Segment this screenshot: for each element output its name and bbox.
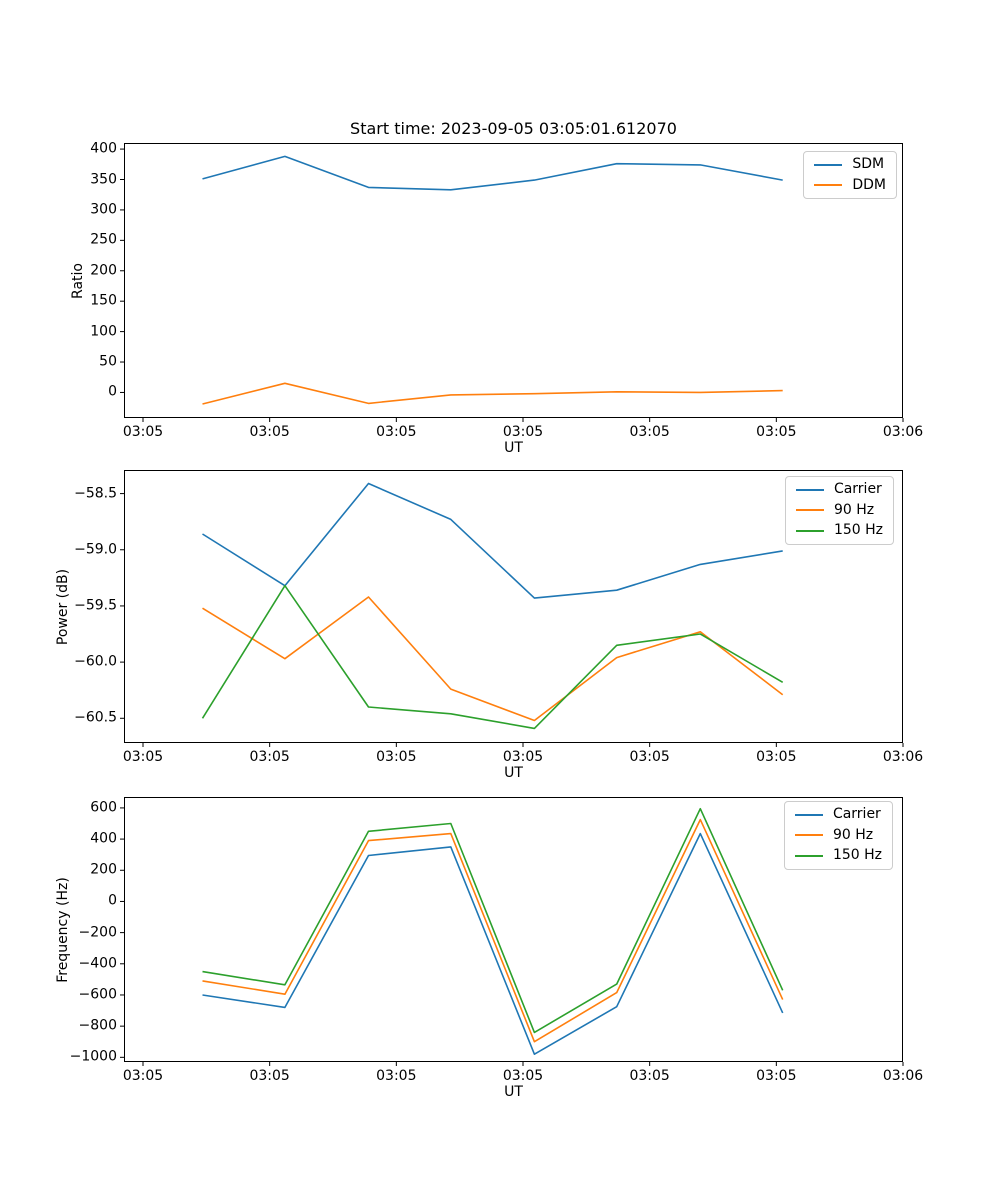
y-tick-label: 300 bbox=[90, 201, 117, 218]
legend-line-swatch bbox=[796, 489, 824, 491]
x-tick-label: 03:05 bbox=[376, 749, 417, 765]
y-tick-label: 200 bbox=[90, 861, 117, 878]
frequency-y-axis-label: Frequency (Hz) bbox=[55, 876, 71, 983]
legend-line-swatch bbox=[795, 855, 823, 857]
x-tick-label: 03:05 bbox=[629, 749, 670, 765]
ratio-legend bbox=[803, 151, 897, 199]
x-tick-label: 03:05 bbox=[629, 1068, 670, 1084]
legend-item bbox=[796, 502, 883, 520]
axes-frame bbox=[125, 144, 903, 418]
ratio-plot-area bbox=[124, 143, 903, 418]
y-tick-label: −58.5 bbox=[74, 484, 117, 501]
legend-line-swatch bbox=[796, 530, 824, 532]
legend-line-swatch bbox=[814, 164, 842, 166]
subplot-ratio bbox=[70, 140, 924, 456]
x-tick-label: 03:05 bbox=[756, 749, 797, 765]
x-tick-label: 03:05 bbox=[376, 424, 417, 440]
x-tick-label: 03:05 bbox=[249, 1068, 290, 1084]
y-tick-label: 50 bbox=[99, 353, 117, 370]
power-legend bbox=[785, 476, 894, 545]
legend-label: DDM bbox=[852, 176, 886, 193]
x-tick-label: 03:06 bbox=[882, 749, 924, 765]
frequency-series-line-carrier bbox=[203, 834, 783, 1055]
ratio-series-line-sdm bbox=[203, 156, 783, 189]
power-y-axis-label: Power (dB) bbox=[55, 568, 71, 645]
x-tick-label: 03:05 bbox=[249, 424, 290, 440]
y-tick-label: −400 bbox=[78, 955, 117, 972]
y-tick-label: −59.0 bbox=[74, 541, 117, 558]
legend-item bbox=[814, 177, 886, 195]
y-tick-label: 150 bbox=[90, 292, 117, 309]
x-tick-label: 03:05 bbox=[502, 749, 544, 765]
legend-item bbox=[795, 847, 882, 865]
x-tick-label: 03:05 bbox=[122, 749, 164, 765]
x-tick-label: 03:05 bbox=[502, 1068, 544, 1084]
subplot-power bbox=[55, 470, 924, 781]
x-tick-label: 03:05 bbox=[122, 1068, 164, 1084]
legend-item bbox=[795, 806, 882, 824]
legend-label: Carrier bbox=[833, 481, 882, 497]
frequency-series-line-90-hz bbox=[203, 820, 783, 1042]
x-tick-label: 03:06 bbox=[882, 424, 924, 440]
y-tick-label: 350 bbox=[90, 170, 117, 187]
y-tick-label: 0 bbox=[108, 892, 117, 909]
y-tick-label: 400 bbox=[90, 830, 117, 847]
y-tick-label: −200 bbox=[78, 923, 117, 940]
power-series-line-90-hz bbox=[203, 597, 783, 721]
figure-title: Start time: 2023-09-05 03:05:01.612070 bbox=[350, 119, 677, 138]
y-tick-label: −800 bbox=[78, 1017, 117, 1034]
ratio-series-line-ddm bbox=[203, 383, 783, 404]
power-x-axis-label: UT bbox=[504, 765, 523, 781]
frequency-x-axis-label: UT bbox=[504, 1084, 523, 1100]
x-tick-label: 03:05 bbox=[376, 1068, 417, 1084]
legend-line-swatch bbox=[814, 184, 842, 186]
y-tick-label: −60.0 bbox=[74, 653, 117, 670]
x-tick-label: 03:05 bbox=[502, 424, 544, 440]
legend-label: Carrier bbox=[832, 806, 881, 822]
x-tick-label: 03:05 bbox=[756, 424, 797, 440]
x-tick-label: 03:05 bbox=[249, 749, 290, 765]
y-tick-label: 0 bbox=[108, 383, 117, 400]
legend-label: 90 Hz bbox=[833, 501, 875, 518]
legend-item bbox=[795, 827, 882, 845]
subplot-frequency bbox=[55, 797, 924, 1100]
legend-label: 90 Hz bbox=[832, 826, 874, 843]
legend-line-swatch bbox=[795, 834, 823, 836]
legend-label: SDM bbox=[852, 156, 885, 172]
y-tick-label: −59.5 bbox=[74, 597, 117, 614]
y-tick-label: −60.5 bbox=[74, 709, 117, 726]
y-tick-label: 250 bbox=[90, 231, 117, 248]
frequency-legend bbox=[784, 801, 893, 870]
x-tick-label: 03:05 bbox=[629, 424, 670, 440]
y-tick-label: 200 bbox=[90, 262, 117, 279]
x-tick-label: 03:05 bbox=[122, 424, 164, 440]
legend-line-swatch bbox=[795, 814, 823, 816]
legend-label: 150 Hz bbox=[833, 522, 883, 538]
y-tick-label: 600 bbox=[90, 799, 117, 816]
legend-label: 150 Hz bbox=[832, 847, 882, 863]
legend-item bbox=[814, 156, 886, 174]
y-tick-label: 100 bbox=[90, 322, 117, 339]
power-series-line-150-hz bbox=[203, 586, 783, 729]
legend-line-swatch bbox=[796, 509, 824, 511]
y-tick-label: 400 bbox=[90, 140, 117, 157]
y-tick-label: −600 bbox=[78, 986, 117, 1003]
y-tick-label: −1000 bbox=[69, 1048, 117, 1065]
power-series-line-carrier bbox=[203, 484, 783, 599]
ratio-y-axis-label: Ratio bbox=[70, 262, 86, 299]
legend-item bbox=[796, 522, 883, 540]
ratio-x-axis-label: UT bbox=[504, 440, 523, 456]
x-tick-label: 03:06 bbox=[882, 1068, 924, 1084]
x-tick-label: 03:05 bbox=[756, 1068, 797, 1084]
legend-item bbox=[796, 481, 883, 499]
